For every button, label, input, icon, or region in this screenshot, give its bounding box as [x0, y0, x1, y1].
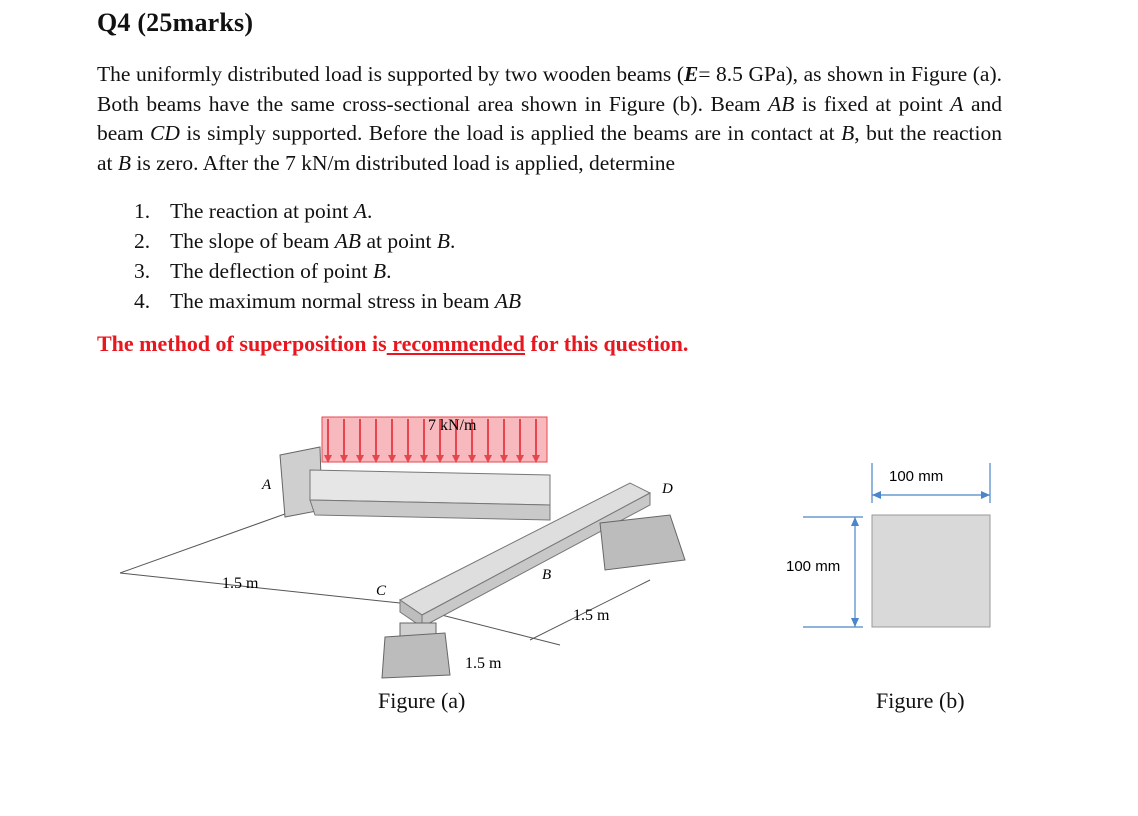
arrow-head — [851, 517, 859, 526]
task-number: 1. — [134, 199, 151, 223]
text-segment: is simply supported. Before the load is applied the beams are in contact at — [179, 121, 842, 145]
text-segment: The uniformly distributed load is supported by two wooden beams ( — [97, 62, 685, 86]
label-d: D — [662, 481, 673, 497]
task-item — [134, 256, 521, 286]
label-c: C — [376, 583, 387, 599]
task-text: The reaction at point — [170, 199, 354, 223]
task-text: The maximum normal stress in beam — [170, 289, 495, 313]
task-var: AB — [494, 289, 522, 313]
note-text: for this question. — [525, 331, 689, 356]
task-text: at point — [361, 229, 437, 253]
dim-bottom-label: 1.5 m — [465, 655, 502, 672]
width-label: 100 mm — [889, 468, 944, 485]
task-var: B — [373, 259, 387, 283]
task-text: The deflection of point — [170, 259, 373, 283]
task-var: B — [436, 229, 451, 253]
arrow-head — [981, 491, 990, 499]
task-item — [134, 286, 521, 316]
var-e: E — [684, 62, 699, 86]
cross-section — [872, 515, 990, 627]
question-title: Q4 (25marks) — [97, 8, 254, 37]
task-number: 2. — [134, 229, 151, 253]
height-label: 100 mm — [786, 558, 841, 575]
label-a: A — [262, 477, 272, 493]
var-cd: CD — [150, 121, 180, 145]
task-number: 3. — [134, 259, 151, 283]
text-segment: is zero. After the 7 kN/m distributed load is applied, determine — [131, 150, 675, 175]
ground-line — [120, 505, 310, 573]
task-var: AB — [334, 229, 362, 253]
var-b: B — [117, 150, 132, 175]
task-item — [134, 226, 521, 256]
task-text: The slope of beam — [170, 229, 335, 253]
figure-b-caption: Figure (b) — [876, 688, 965, 713]
figure-a-diagram — [110, 395, 710, 695]
note-text: The method of superposition is — [97, 331, 387, 356]
support-d — [600, 515, 685, 570]
task-list — [134, 196, 521, 316]
task-number: 4. — [134, 289, 151, 313]
figure-a-caption: Figure (a) — [378, 688, 466, 713]
task-text: . — [386, 259, 392, 283]
method-note — [97, 331, 688, 357]
task-text: . — [367, 199, 373, 223]
dim-left-label: 1.5 m — [222, 575, 259, 592]
load-label: 7 kN/m — [428, 417, 477, 434]
figure-b-diagram — [775, 455, 1015, 640]
var-ab: AB — [768, 91, 795, 116]
var-b: B — [841, 121, 855, 145]
problem-statement — [97, 60, 1002, 178]
beam-ab — [310, 470, 550, 505]
task-var: A — [353, 199, 368, 223]
note-underlined: recommended — [386, 331, 526, 356]
text-segment: is fixed at point — [794, 91, 951, 116]
arrow-head — [872, 491, 881, 499]
var-a: A — [950, 91, 964, 116]
dim-right-label: 1.5 m — [573, 607, 610, 624]
text-segment: , but the reaction at — [97, 121, 1002, 175]
text-segment: and beam — [97, 91, 1003, 145]
arrow-head — [851, 618, 859, 627]
task-text: . — [450, 229, 456, 253]
support-c — [382, 633, 450, 678]
task-item — [134, 196, 521, 226]
label-b: B — [542, 567, 552, 583]
text-segment: = 8.5 GPa), as shown in Figure (a). Both beams have the same cross-sectional area shown in Figure (b). Beam — [97, 62, 1002, 116]
ground-line — [120, 573, 400, 603]
